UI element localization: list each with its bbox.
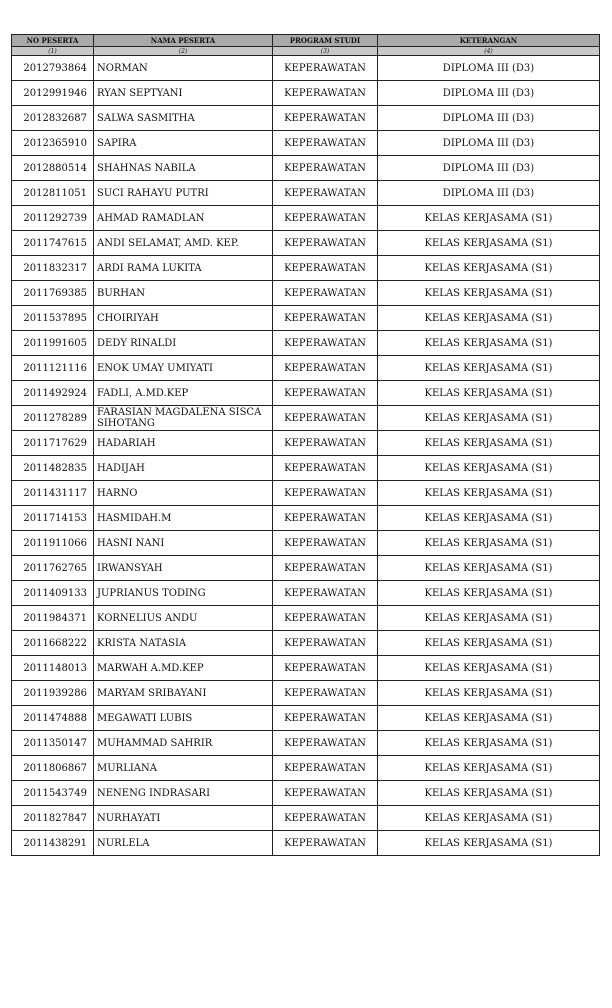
cell-keterangan: KELAS KERJASAMA (S1) — [378, 581, 600, 606]
cell-keterangan: KELAS KERJASAMA (S1) — [378, 781, 600, 806]
table-row — [12, 656, 600, 681]
cell-program-studi: KEPERAWATAN — [273, 206, 378, 231]
cell-no-peserta: 2011148013 — [12, 656, 94, 681]
table-row — [12, 131, 600, 156]
cell-no-peserta: 2011984371 — [12, 606, 94, 631]
cell-no-peserta: 2011747615 — [12, 231, 94, 256]
cell-keterangan: DIPLOMA III (D3) — [378, 106, 600, 131]
header-number-3: (3) — [273, 47, 378, 56]
cell-program-studi: KEPERAWATAN — [273, 381, 378, 406]
cell-keterangan: KELAS KERJASAMA (S1) — [378, 281, 600, 306]
header-keterangan: KETERANGAN — [378, 35, 600, 47]
cell-keterangan: DIPLOMA III (D3) — [378, 156, 600, 181]
document-page — [11, 34, 599, 856]
cell-program-studi: KEPERAWATAN — [273, 231, 378, 256]
cell-program-studi: KEPERAWATAN — [273, 806, 378, 831]
cell-program-studi: KEPERAWATAN — [273, 556, 378, 581]
cell-keterangan: DIPLOMA III (D3) — [378, 56, 600, 81]
header-number-2: (2) — [94, 47, 273, 56]
table-row — [12, 581, 600, 606]
cell-no-peserta: 2011714153 — [12, 506, 94, 531]
cell-program-studi: KEPERAWATAN — [273, 581, 378, 606]
cell-program-studi: KEPERAWATAN — [273, 81, 378, 106]
table-row — [12, 531, 600, 556]
cell-nama-peserta: HASNI NANI — [94, 531, 273, 556]
cell-no-peserta: 2011911066 — [12, 531, 94, 556]
cell-keterangan: KELAS KERJASAMA (S1) — [378, 406, 600, 431]
cell-keterangan: KELAS KERJASAMA (S1) — [378, 606, 600, 631]
cell-keterangan: KELAS KERJASAMA (S1) — [378, 231, 600, 256]
table-row — [12, 556, 600, 581]
cell-nama-peserta: HARNO — [94, 481, 273, 506]
table-row — [12, 231, 600, 256]
cell-no-peserta: 2012991946 — [12, 81, 94, 106]
cell-nama-peserta: NORMAN — [94, 56, 273, 81]
cell-no-peserta: 2012365910 — [12, 131, 94, 156]
cell-program-studi: KEPERAWATAN — [273, 406, 378, 431]
cell-nama-peserta: HADIJAH — [94, 456, 273, 481]
cell-no-peserta: 2011991605 — [12, 331, 94, 356]
cell-nama-peserta: SUCI RAHAYU PUTRI — [94, 181, 273, 206]
cell-keterangan: KELAS KERJASAMA (S1) — [378, 381, 600, 406]
cell-nama-peserta: SHAHNAS NABILA — [94, 156, 273, 181]
cell-no-peserta: 2011717629 — [12, 431, 94, 456]
cell-program-studi: KEPERAWATAN — [273, 456, 378, 481]
table-row — [12, 481, 600, 506]
cell-nama-peserta: ENOK UMAY UMIYATI — [94, 356, 273, 381]
cell-nama-peserta: AHMAD RAMADLAN — [94, 206, 273, 231]
header-nama-peserta: NAMA PESERTA — [94, 35, 273, 47]
cell-no-peserta: 2011492924 — [12, 381, 94, 406]
cell-keterangan: KELAS KERJASAMA (S1) — [378, 706, 600, 731]
cell-nama-peserta: MEGAWATI LUBIS — [94, 706, 273, 731]
cell-program-studi: KEPERAWATAN — [273, 356, 378, 381]
cell-no-peserta: 2011431117 — [12, 481, 94, 506]
table-row — [12, 56, 600, 81]
cell-no-peserta: 2011409133 — [12, 581, 94, 606]
cell-no-peserta: 2011668222 — [12, 631, 94, 656]
cell-program-studi: KEPERAWATAN — [273, 431, 378, 456]
cell-no-peserta: 2011762765 — [12, 556, 94, 581]
cell-program-studi: KEPERAWATAN — [273, 681, 378, 706]
table-row — [12, 81, 600, 106]
cell-nama-peserta: MURLIANA — [94, 756, 273, 781]
cell-program-studi: KEPERAWATAN — [273, 831, 378, 856]
cell-no-peserta: 2012793864 — [12, 56, 94, 81]
cell-keterangan: KELAS KERJASAMA (S1) — [378, 656, 600, 681]
cell-program-studi: KEPERAWATAN — [273, 256, 378, 281]
cell-nama-peserta: KRISTA NATASIA — [94, 631, 273, 656]
cell-nama-peserta: IRWANSYAH — [94, 556, 273, 581]
cell-program-studi: KEPERAWATAN — [273, 181, 378, 206]
table-row — [12, 381, 600, 406]
cell-keterangan: KELAS KERJASAMA (S1) — [378, 806, 600, 831]
table-row — [12, 806, 600, 831]
cell-no-peserta: 2011350147 — [12, 731, 94, 756]
cell-keterangan: KELAS KERJASAMA (S1) — [378, 206, 600, 231]
cell-no-peserta: 2011278289 — [12, 406, 94, 431]
cell-nama-peserta: SALWA SASMITHA — [94, 106, 273, 131]
cell-keterangan: KELAS KERJASAMA (S1) — [378, 481, 600, 506]
cell-keterangan: KELAS KERJASAMA (S1) — [378, 306, 600, 331]
table-row — [12, 431, 600, 456]
cell-keterangan: KELAS KERJASAMA (S1) — [378, 681, 600, 706]
cell-keterangan: KELAS KERJASAMA (S1) — [378, 731, 600, 756]
table-row — [12, 181, 600, 206]
table-row — [12, 456, 600, 481]
cell-nama-peserta: DEDY RINALDI — [94, 331, 273, 356]
cell-no-peserta: 2011292739 — [12, 206, 94, 231]
cell-program-studi: KEPERAWATAN — [273, 506, 378, 531]
cell-program-studi: KEPERAWATAN — [273, 706, 378, 731]
cell-nama-peserta: NENENG INDRASARI — [94, 781, 273, 806]
cell-nama-peserta: NURLELA — [94, 831, 273, 856]
cell-no-peserta: 2012811051 — [12, 181, 94, 206]
cell-nama-peserta: MARWAH A.MD.KEP — [94, 656, 273, 681]
table-row — [12, 756, 600, 781]
cell-keterangan: KELAS KERJASAMA (S1) — [378, 456, 600, 481]
cell-nama-peserta: JUPRIANUS TODING — [94, 581, 273, 606]
cell-nama-peserta: SAPIRA — [94, 131, 273, 156]
cell-program-studi: KEPERAWATAN — [273, 281, 378, 306]
cell-no-peserta: 2011939286 — [12, 681, 94, 706]
header-program-studi: PROGRAM STUDI — [273, 35, 378, 47]
cell-no-peserta: 2011482835 — [12, 456, 94, 481]
cell-program-studi: KEPERAWATAN — [273, 156, 378, 181]
cell-keterangan: KELAS KERJASAMA (S1) — [378, 331, 600, 356]
header-no-peserta: NO PESERTA — [12, 35, 94, 47]
participants-table — [11, 34, 600, 856]
cell-program-studi: KEPERAWATAN — [273, 106, 378, 131]
cell-keterangan: KELAS KERJASAMA (S1) — [378, 356, 600, 381]
cell-no-peserta: 2011438291 — [12, 831, 94, 856]
cell-program-studi: KEPERAWATAN — [273, 756, 378, 781]
table-row — [12, 331, 600, 356]
cell-nama-peserta: MUHAMMAD SAHRIR — [94, 731, 273, 756]
table-row — [12, 356, 600, 381]
table-header — [12, 35, 600, 56]
table-row — [12, 706, 600, 731]
cell-nama-peserta: BURHAN — [94, 281, 273, 306]
table-row — [12, 306, 600, 331]
cell-nama-peserta: CHOIRIYAH — [94, 306, 273, 331]
cell-no-peserta: 2011806867 — [12, 756, 94, 781]
cell-no-peserta: 2012832687 — [12, 106, 94, 131]
cell-nama-peserta: HASMIDAH.M — [94, 506, 273, 531]
cell-nama-peserta: RYAN SEPTYANI — [94, 81, 273, 106]
cell-keterangan: DIPLOMA III (D3) — [378, 81, 600, 106]
cell-no-peserta: 2012880514 — [12, 156, 94, 181]
cell-program-studi: KEPERAWATAN — [273, 656, 378, 681]
cell-no-peserta: 2011769385 — [12, 281, 94, 306]
cell-nama-peserta: KORNELIUS ANDU — [94, 606, 273, 631]
cell-program-studi: KEPERAWATAN — [273, 481, 378, 506]
cell-no-peserta: 2011537895 — [12, 306, 94, 331]
cell-nama-peserta: HADARIAH — [94, 431, 273, 456]
cell-keterangan: DIPLOMA III (D3) — [378, 131, 600, 156]
cell-no-peserta: 2011474888 — [12, 706, 94, 731]
cell-no-peserta: 2011543749 — [12, 781, 94, 806]
cell-keterangan: KELAS KERJASAMA (S1) — [378, 556, 600, 581]
cell-program-studi: KEPERAWATAN — [273, 306, 378, 331]
cell-keterangan: KELAS KERJASAMA (S1) — [378, 631, 600, 656]
header-number-1: (1) — [12, 47, 94, 56]
cell-no-peserta: 2011832317 — [12, 256, 94, 281]
table-row — [12, 106, 600, 131]
cell-no-peserta: 2011827847 — [12, 806, 94, 831]
table-row — [12, 831, 600, 856]
table-row — [12, 506, 600, 531]
cell-program-studi: KEPERAWATAN — [273, 781, 378, 806]
cell-nama-peserta: MARYAM SRIBAYANI — [94, 681, 273, 706]
table-row — [12, 606, 600, 631]
cell-program-studi: KEPERAWATAN — [273, 531, 378, 556]
cell-keterangan: KELAS KERJASAMA (S1) — [378, 831, 600, 856]
cell-program-studi: KEPERAWATAN — [273, 631, 378, 656]
table-body — [12, 56, 600, 856]
table-row — [12, 731, 600, 756]
cell-program-studi: KEPERAWATAN — [273, 331, 378, 356]
cell-nama-peserta: ANDI SELAMAT, AMD. KEP. — [94, 231, 273, 256]
cell-program-studi: KEPERAWATAN — [273, 131, 378, 156]
cell-program-studi: KEPERAWATAN — [273, 606, 378, 631]
cell-nama-peserta: NURHAYATI — [94, 806, 273, 831]
cell-no-peserta: 2011121116 — [12, 356, 94, 381]
table-row — [12, 206, 600, 231]
cell-nama-peserta: ARDI RAMA LUKITA — [94, 256, 273, 281]
cell-program-studi: KEPERAWATAN — [273, 56, 378, 81]
cell-keterangan: KELAS KERJASAMA (S1) — [378, 256, 600, 281]
table-row — [12, 281, 600, 306]
header-number-4: (4) — [378, 47, 600, 56]
table-row — [12, 781, 600, 806]
cell-nama-peserta: FADLI, A.MD.KEP — [94, 381, 273, 406]
table-row — [12, 256, 600, 281]
cell-keterangan: KELAS KERJASAMA (S1) — [378, 756, 600, 781]
table-row — [12, 156, 600, 181]
cell-nama-peserta: FARASIAN MAGDALENA SISCA SIHOTANG — [94, 406, 273, 431]
cell-program-studi: KEPERAWATAN — [273, 731, 378, 756]
cell-keterangan: KELAS KERJASAMA (S1) — [378, 531, 600, 556]
cell-keterangan: DIPLOMA III (D3) — [378, 181, 600, 206]
table-row — [12, 631, 600, 656]
table-row — [12, 406, 600, 431]
cell-keterangan: KELAS KERJASAMA (S1) — [378, 506, 600, 531]
table-row — [12, 681, 600, 706]
cell-keterangan: KELAS KERJASAMA (S1) — [378, 431, 600, 456]
